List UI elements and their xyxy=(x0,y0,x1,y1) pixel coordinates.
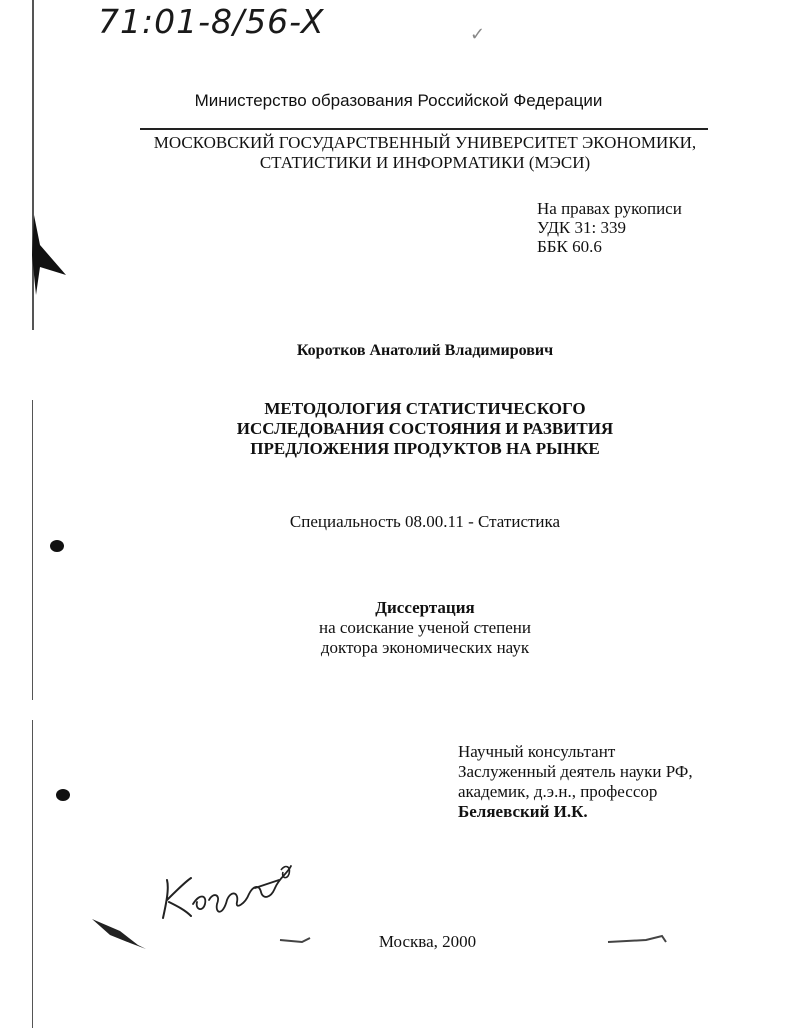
classification-block xyxy=(537,199,682,256)
consultant-name: Беляевский И.К. xyxy=(458,802,588,821)
ministry-header: Министерство образования Российской Федерации xyxy=(194,91,603,110)
city-year: Москва, 2000 xyxy=(378,932,477,951)
university-line-1: МОСКОВСКИЙ ГОСУДАРСТВЕННЫЙ УНИВЕРСИТЕТ ЭКОНОМИКИ, xyxy=(153,133,697,152)
author-name: Коротков Анатолий Владимирович xyxy=(296,342,554,359)
title-line-3: ПРЕДЛОЖЕНИЯ ПРОДУКТОВ НА РЫНКЕ xyxy=(250,439,600,458)
university-line-2: СТАТИСТИКИ И ИНФОРМАТИКИ (МЭСИ) xyxy=(259,153,591,172)
author-signature xyxy=(155,860,305,930)
consultant-title-1: Заслуженный деятель науки РФ, xyxy=(458,762,693,781)
title-line-1: МЕТОДОЛОГИЯ СТАТИСТИЧЕСКОГО xyxy=(264,399,586,418)
header-divider xyxy=(140,128,708,130)
check-mark-icon: ✓ xyxy=(470,24,486,45)
bbk-code: ББК 60.6 xyxy=(537,237,602,256)
degree-line-3: доктора экономических наук xyxy=(320,638,530,657)
dissertation-title xyxy=(0,399,797,459)
udk-code: УДК 31: 339 xyxy=(537,218,626,237)
punch-hole-lower xyxy=(56,789,70,801)
archive-number: 71:01-8/56-X xyxy=(98,2,325,41)
specialty: Специальность 08.00.11 - Статистика xyxy=(289,512,561,531)
binding-edge-bottom xyxy=(32,720,33,1028)
degree-block xyxy=(0,598,797,658)
title-line-2: ИССЛЕДОВАНИЯ СОСТОЯНИЯ И РАЗВИТИЯ xyxy=(236,419,614,438)
university-name xyxy=(0,133,797,173)
binding-clip-mark xyxy=(30,215,70,295)
punch-hole-upper xyxy=(50,540,64,552)
consultant-title-2: академик, д.э.н., профессор xyxy=(458,782,658,801)
degree-line-2: на соискание ученой степени xyxy=(318,618,532,637)
consultant-block xyxy=(458,742,693,822)
document-type: Диссертация xyxy=(375,598,475,617)
manuscript-rights: На правах рукописи xyxy=(537,199,682,218)
consultant-role: Научный консультант xyxy=(458,742,616,761)
